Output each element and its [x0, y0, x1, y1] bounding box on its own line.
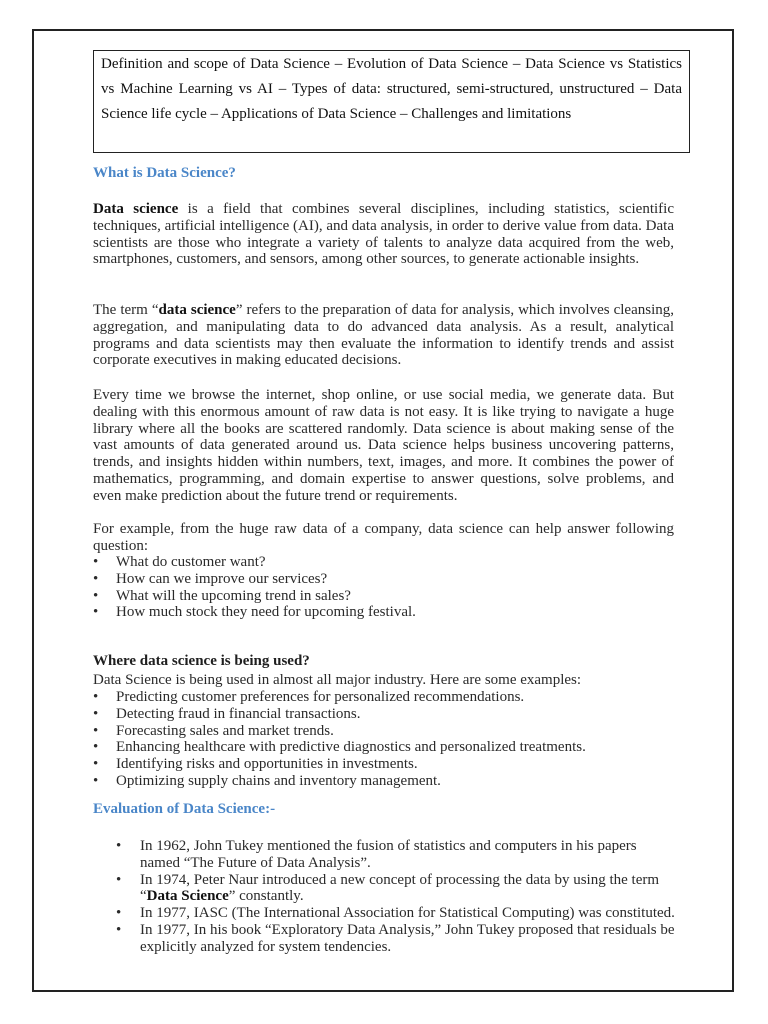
- what-is-paragraph-1: [93, 201, 674, 268]
- list-item-text: Detecting fraud in financial transactions.: [116, 705, 361, 722]
- list-item-text: What do customer want?: [116, 554, 266, 570]
- list-item-text: Optimizing supply chains and inventory management.: [116, 772, 441, 789]
- list-item: [93, 571, 674, 588]
- paragraph-text: is a field that combines several disciplines, including statistics, scientific techniques, artificial intelligence (AI), and data analysis, in order to derive value from data. Data scientists are those who integrate a variety of talents to analyze data acquired from the web, smartphones, customers, and sensors, among other sources, to generate actionable insights.: [93, 201, 674, 268]
- evolution-list: [116, 838, 676, 956]
- list-item: [93, 739, 674, 756]
- bullet-icon: •: [116, 921, 122, 938]
- list-item-text: Enhancing healthcare with predictive diagnostics and personalized treatments.: [116, 739, 586, 756]
- what-is-heading: What is Data Science?: [93, 165, 236, 181]
- list-item: [93, 588, 674, 605]
- bullet-icon: •: [93, 570, 99, 587]
- bullet-icon: •: [93, 587, 99, 604]
- list-item-text: Identifying risks and opportunities in investments.: [116, 756, 418, 773]
- list-item-text: How much stock they need for upcoming festival.: [116, 604, 416, 621]
- term-data-science: Data science: [93, 201, 179, 217]
- list-item-text: In 1977, IASC (The International Association for Statistical Computing) was constituted.: [140, 905, 675, 922]
- what-is-paragraph-4: For example, from the huge raw data of a company, data science can help answer following question:: [93, 521, 674, 554]
- bullet-icon: •: [93, 756, 99, 773]
- list-item: [93, 773, 674, 790]
- bullet-icon: •: [93, 554, 99, 570]
- bullet-icon: •: [93, 722, 99, 739]
- where-used-list: [93, 689, 674, 790]
- questions-list: [93, 554, 674, 621]
- list-item-text: How can we improve our services?: [116, 570, 328, 587]
- list-item: [93, 554, 674, 571]
- evolution-heading: Evaluation of Data Science:-: [93, 801, 276, 817]
- where-used-heading: Where data science is being used?: [93, 653, 310, 669]
- what-is-paragraph-3: Every time we browse the internet, shop online, or use social media, we generate data. But dealing with this enormous amount of raw data is not easy. It is like trying to navigate a huge library where all the books are scattered randomly. Data science is about making sense of the vast amounts of data generated around us. Data science helps business uncovering patterns, trends, and insights hidden within numbers, text, images, and more. It combines the power of mathematics, programming, and domain expertise to answer questions, solve problems, and even make prediction about the future trend or requirements.: [93, 387, 674, 504]
- list-item: [93, 689, 674, 706]
- what-is-paragraph-2: [93, 302, 674, 369]
- list-item-text: Predicting customer preferences for personalized recommendations.: [116, 689, 525, 705]
- list-item-text: In 1974, Peter Naur introduced a new concept of processing the data by using the term “: [140, 871, 660, 905]
- list-item: [93, 756, 674, 773]
- bullet-icon: •: [93, 772, 99, 789]
- term-data-science: data science: [158, 302, 236, 318]
- list-item: [93, 723, 674, 740]
- bullet-icon: •: [93, 739, 99, 756]
- list-item: [116, 922, 676, 956]
- list-item: [93, 706, 674, 723]
- list-item-text: What will the upcoming trend in sales?: [116, 587, 351, 604]
- bullet-icon: •: [116, 871, 122, 888]
- list-item: [116, 838, 676, 872]
- list-item-text: In 1977, In his book “Exploratory Data Analysis,” John Tukey proposed that residuals be explicitly analyzed for system tendencies.: [140, 921, 675, 955]
- term-data-science: Data Science: [146, 888, 229, 905]
- paragraph-text: ” refers to the preparation of data for analysis, which involves cleansing, aggregation, and manipulating data to do advanced data analysis. As a result, analytical programs and data scientists may then evaluate the information to identify trends and assist corporate executives in making educated decisions.: [93, 302, 675, 369]
- list-item: [116, 905, 676, 922]
- list-item-text: In 1962, John Tukey mentioned the fusion of statistics and computers in his papers named “The Future of Data Analysis”.: [140, 838, 637, 871]
- bullet-icon: •: [116, 905, 122, 922]
- syllabus-box: [93, 50, 690, 153]
- syllabus-text: Definition and scope of Data Science – Evolution of Data Science – Data Science vs Statistics vs Machine Learning vs AI – Types of data: structured, semi-structured, unstructured – Data Science life cycle – Applications of Data Science – Challenges and limitations: [101, 56, 682, 122]
- bullet-icon: •: [93, 604, 99, 621]
- bullet-icon: •: [93, 705, 99, 722]
- where-used-intro: Data Science is being used in almost all major industry. Here are some examples:: [93, 672, 582, 688]
- list-item-text: ” constantly.: [228, 888, 304, 905]
- bullet-icon: •: [93, 689, 99, 705]
- list-item: [93, 604, 674, 621]
- list-item: [116, 872, 676, 906]
- list-item-text: Forecasting sales and market trends.: [116, 722, 334, 739]
- bullet-icon: •: [116, 838, 122, 854]
- paragraph-text: The term “: [93, 302, 159, 318]
